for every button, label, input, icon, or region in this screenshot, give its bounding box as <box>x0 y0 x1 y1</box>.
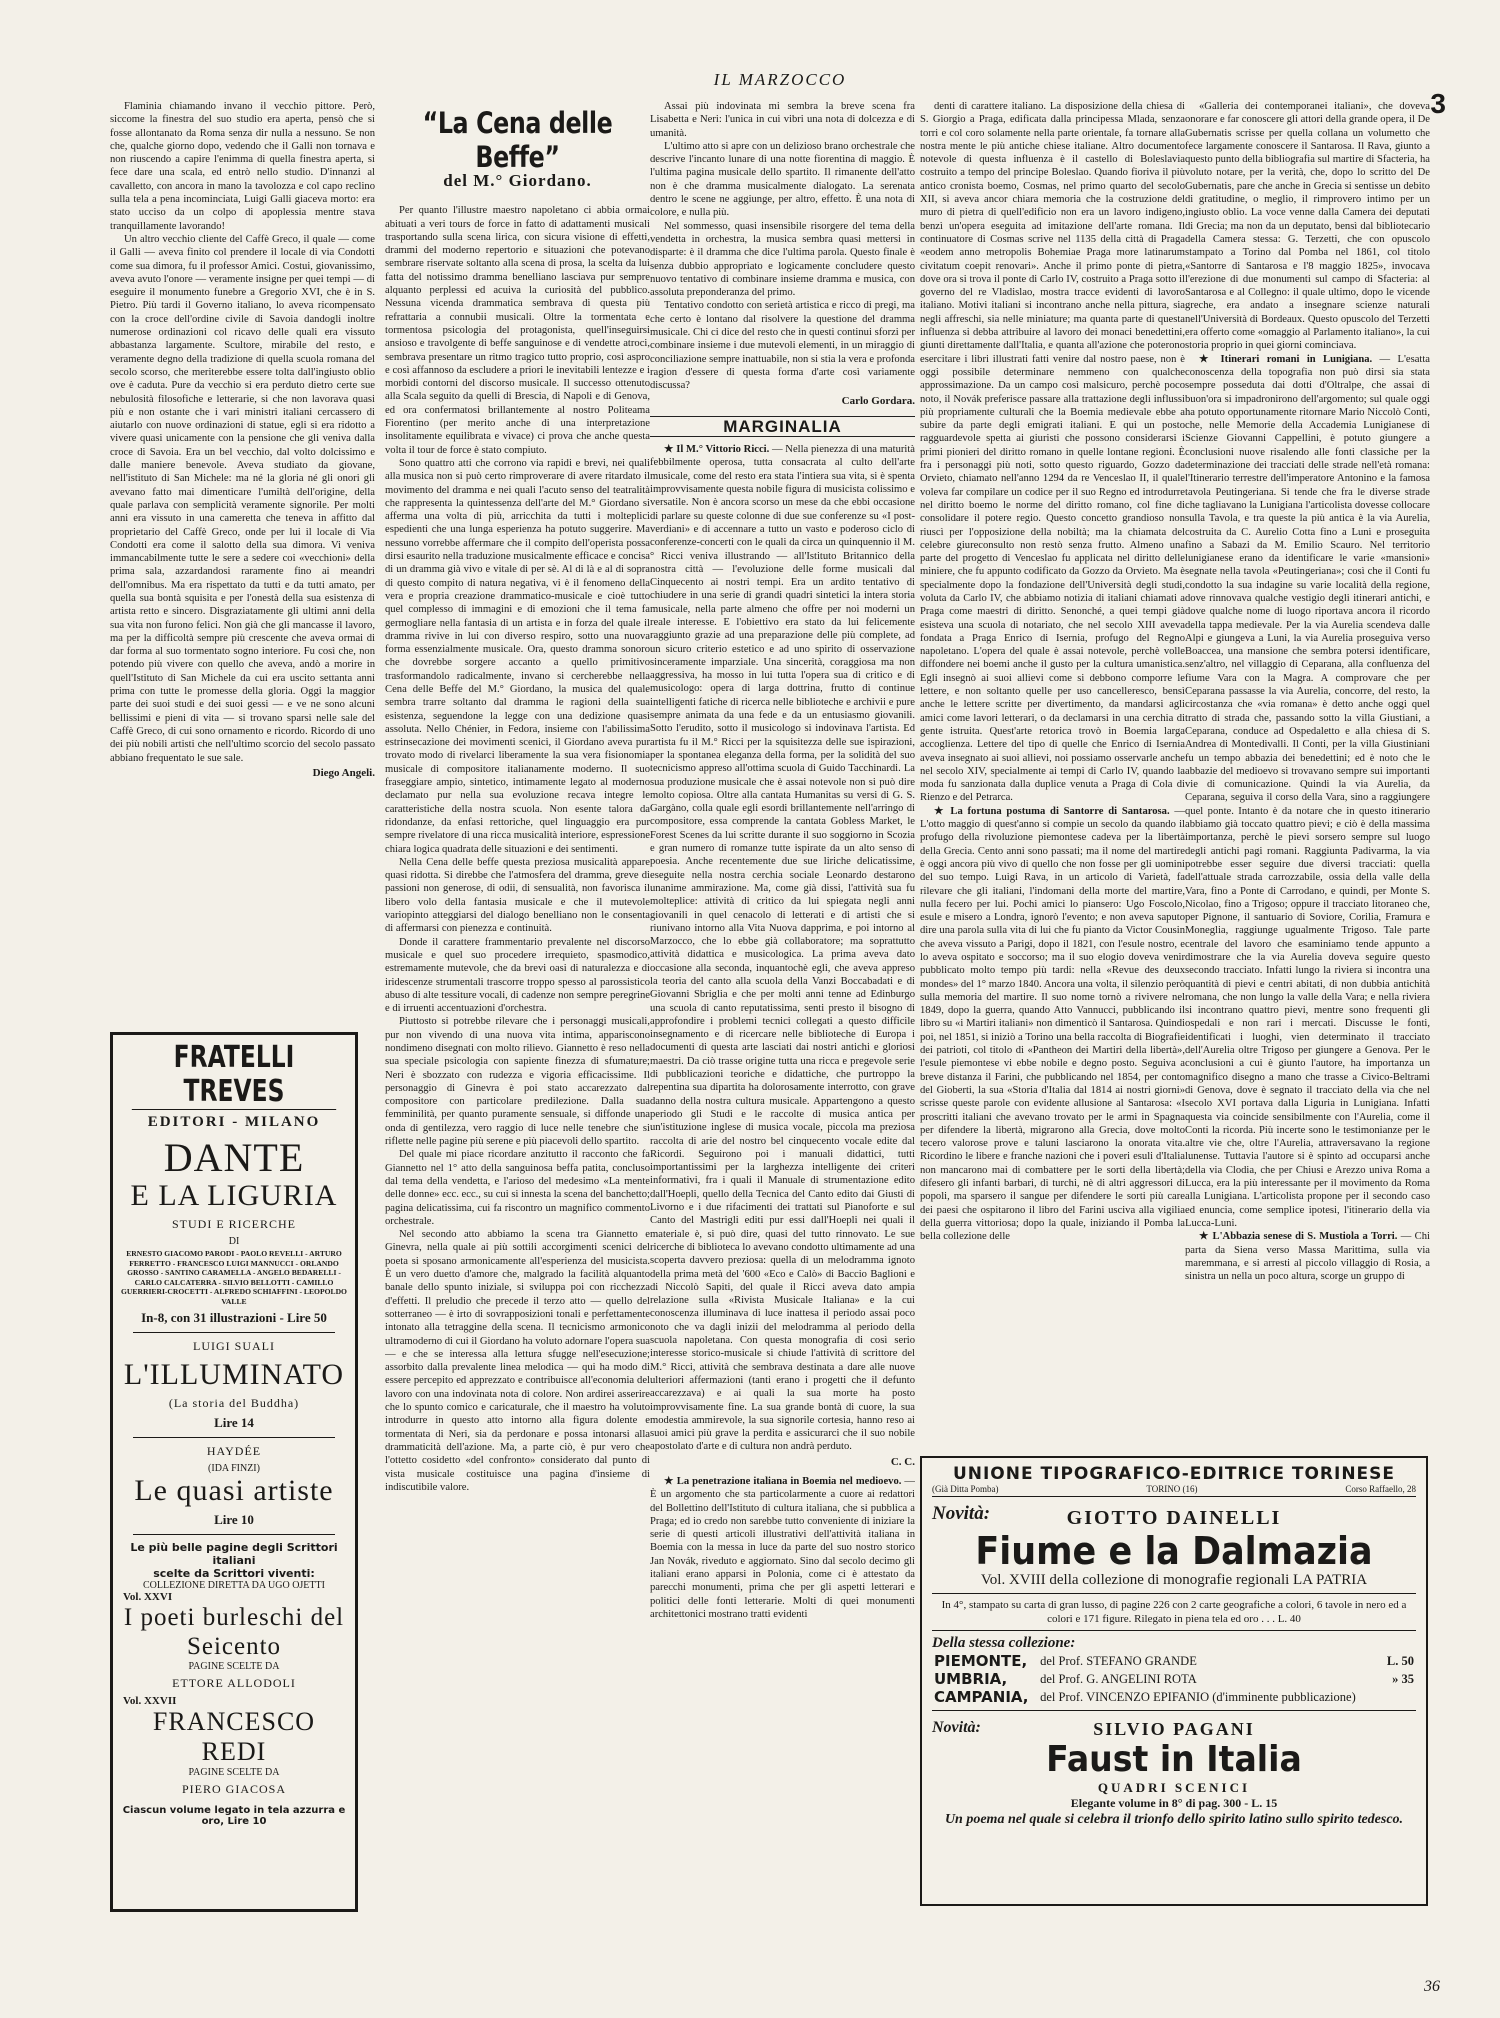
volume-editor: ETTORE ALLODOLI <box>172 1676 296 1690</box>
regions-table <box>932 1652 1416 1706</box>
publisher-street: Corso Raffaello, 28 <box>1345 1484 1416 1494</box>
page-footer-mark: 36 <box>1424 1978 1440 1995</box>
region-author: del Prof. G. ANGELINI ROTA <box>1040 1671 1197 1686</box>
column-1 <box>110 100 375 1018</box>
paragraph: Nella Cena delle beffe questa preziosa musicalità appare quasi ridotta. Si direbbe che l'atmosfera del dramma, greve di passioni non generose, di odii, di sensualità, non favorisca il libero volo della fantasia musicale e che il mutevole variopinto atteggiarsi del dialogo benelliano non le consenta di affermarsi con pienezza e continuità. <box>385 856 650 935</box>
column-3 <box>650 100 915 1960</box>
book-subtitle: QUADRI SCENICI <box>1097 1780 1251 1795</box>
book-price: In-8, con 31 illustrazioni - Lire 50 <box>141 1310 327 1325</box>
item-body: — Nella pienezza di una maturità febbilmente operosa, tutta consacrata al culto dell'arte musicale, come del resto era stata l'intiera sua vita, si è spenta improvvisamente questa nobile figura di musicista colissimo e versatile. Non è ancora scorso un mese da che ebbi occasione di parlare su queste colonne di due sue conferenze su «I post-verdiani» e di accennare a tutto un vasto e poderoso ciclo di conferenze-concerti con le quali da circa un quinquennio il M.° Ricci veniva illustrando — all'Istituto Britannico della nostra città — l'evoluzione delle forme musicali dal Cinquecento ai nostri tempi. Era un ardito tentativo di chiudere in una serie di grandi quadri sintetici la intera storia musicale, nella parte almeno che offre per noi moderni un reale interesse. E l'obiettivo era stato da lui felicemente raggiunto grazie ad una preparazione delle più complete, ad un sicuro criterio estetico e ad uno spirito di osservazione sinceramente imparziale. Una sincerità, coraggiosa ma non aggressiva, ha mosso in lui tutta l'opera sua di critico e di musicologo: opera di larga dottrina, frutto di continue intelligenti fatiche di ricerca nelle biblioteche e archivii e pure sempre animata da una fede e da un entusiasmo giovanili. Sotto l'erudito, sotto il musicologo si indovinava l'artista. Ed artista fu il M.° Ricci per la squisitezza delle sue ispirazioni, per la spontanea eleganza della forma, per la solidità del suo tecnicismo appreso all'ottima scuola di Guido Tacchinardi. La sua produzione musicale che è assai notevole non si può dire molto copiosa. Oltre alla cantata Humanitas su versi di G. S. Gargàno, colla quale egli esordi brillantemente nell'arringo di compositore, essa comprende la cantata Gobless Market, le Forest Scenes da lui scritte durante il suo soggiorno in Scozia e gran numero di romanze tutte ispirate da un alto senso di poesia. Anche recentemente due sue liriche delicatissime, eseguite nella nostra cerchia sociale Leonardo destarono unanime ammirazione. Ma, come già dissi, l'attività sua fu molteplice: attività di critico da lui spiegata negli anni giovanili in quel cenacolo di letterati e di artisti che si riunivano intorno alla Vita Nuova dapprima, e poi intorno al Marzocco, che lo ebbe già collaboratore; ma soprattutto attività didattica e musicologica. La prima aveva dato occasione alla seconda, inquantochè egli, che aveva appreso la teoria del canto alla scuola della Vanzi Boccabadati e di Giovanni Sbriglia e che per molti anni tenne ad Edinburgo una scuola di canto reputatissima, senti presto il bisogno di approfondire i problemi tecnici collegati a questo difficile insegnamento e di ricercare nelle biblioteche di Europa i documenti di questa arte lasciati dai nostri antichi e gloriosi maestri. Da ciò trasse origine tutta una ricca e pregevole serie di pubblicazioni teoriche e didattiche, che purtroppo la repentina sua dipartita ha dolorosamente interrotto, con grave danno della nostra cultura musicale. Appartengono a questo periodo gli Studi e le raccolte di musica antica per un'istituzione inglese di musica vocale, piccola ma preziosa raccolta di arie del nostro bel cinquecento vocale edite dal Ricordi. Seguirono poi i manuali didattici, tutti importantissimi per la larghezza intelligente dei criteri informativi, fra i quali il Manuale di strumentazione edito dall'Hoepli, quello della Tecnica del Canto edito dai Giusti di Livorno e i due rifacimenti dei trattati sul Pianoforte e sul Canto del Mastrigli editi pur essi dall'Hoepli nei quali il materiale è, si può dire, quasi del tutto rinnovato. Le sue ricerche di biblioteca lo avevano condotto ultimamente ad una scoperta davvero preziosa: quella di un melodramma ignoto della prima metà del '600 «Eco e Calò» di Baccio Baglioni e di Niccolò Sapiti, del quale il Ricci aveva dato ampia relazione sulla «Rivista Musicale Italiana» e la cui conoscenza illuminava di luce inattesa il periodo assai poco noto che va dagli inizii del melodramma al periodo della scuola napoletana. Con questa monografia di così serio interesse storico-musicale si chiude l'attività di scrittore del M.° Ricci, attività che sembrava destinata a dare alle nuove ulteriori affermazioni (tanti erano i progetti che il defunto accarezzava) e ai quali la sua morte ha posto improvvisamente fine. La sua grande bontà di cuore, la sua modestia ammirevole, la sua signorile cortesia, hanno reso ai suoi amici più grave la perdita e assicurarci che il suo nobile apostolato d'arte e di cultura non andrà perduto. <box>650 444 915 1453</box>
region-author: del Prof. STEFANO GRANDE <box>1040 1653 1197 1668</box>
table-row <box>932 1688 1416 1706</box>
book-author-alias: (IDA FINZI) <box>208 1463 260 1474</box>
paragraph: Un altro vecchio cliente del Caffè Greco, il quale — come il Galli — aveva finito col prendere il locale di via Condotti come sua dimora, fu il professor Amici. Costui, giovanissimo, aveva avuto l'onore — veramente insigne per quei tempi — di eseguire il monumento funebre a Gregorio XVI, che è in S. Pietro. Più tardi il Governo italiano, lo aveva ricompensato con la croce dell'ordine civile di Savoia dandogli inoltre numerose ordinazioni col ricavo delle quali era vissuto abbastanza largamente. Scultore, mirabile del resto, e veramente degno della tradizione di quella scuola romana del secolo scorso, che meriterebbe essere tolta dall'ingiusto oblio ove è caduta. Pure da vecchio si era perduto dietro certe sue nebulosità filosofiche e letterarie, si che non lavorava quasi più e non ostante che i vari ministri italiani cercassero di aiutarlo con nuove ordinazioni di statue, egli si era ridotto a vivere quasi unicamente con la pensione che gli veniva dalla croce di Savoia. Era un bel vecchio, dal volto dolcissimo e dalle maniere benevole. Aveva studiato da giovane, nell'istituto di San Michele: ma né la gloria né gli onori gli avevano fatto mai dimenticare l'umiltà dell'origine, della quale parlava con semplicità veramente signorile. Per molti anni era vissuto in una cameretta che teneva in affitto dal proprietario del Caffè Greco, onde per lui il locale di Via Condotti era come il salotto della sua dimora. Vi veniva immancabilmente tutte le sere a sedere coi «vecchioni» della prima sala, azzardandosi raramente fino ai meandri dell'omnibus. Ma era rispettato da tutti e da tutti amato, per quella sua bontà squisita e per l'onestà della sua esistenza di artista retto e sincero. Disgraziatamente gli ultimi anni della sua vita non furono felici. Non già che gli mancasse il lavoro, ma per la difficoltà sempre più crescente che aveva ormai di dar forma al suo tormentato sogno interiore. Fu così che, non potendo più vivere con quello che aveva, andò a morire in quell'Istituto di San Michele da cui era uscito settanta anni prima con tutte le promesse della gloria. Oggi la maggior parte dei suoi studi e dei suoi gessi — e ve ne sono alcuni bellissimi e pieni di vita — si trovano sparsi nelle sale del Caffè Greco, di cui sono ornamento e ricordo. Ricordo di uno dei più nobili artisti che nell'ultimo scorcio del secolo passato abbiano frequentato le sue sale. <box>110 233 375 764</box>
news-item <box>650 443 915 1454</box>
book-title: Faust in Italia <box>1046 1739 1302 1780</box>
novita-label: Novità: <box>932 1503 991 1524</box>
region-author: del Prof. VINCENZO EPIFANIO (d'imminente pubblicazione) <box>1040 1689 1356 1704</box>
item-head: ★ L'Abbazia senese di S. Mustiola a Torri. <box>1199 1231 1398 1243</box>
publisher-city: EDITORI - MILANO <box>147 1114 321 1130</box>
same-collection-label: Della stessa collezione: <box>932 1635 1076 1651</box>
series-director: COLLEZIONE DIRETTA DA UGO OJETTI <box>143 1580 325 1591</box>
article-title: “La Cena delle Beffe” <box>422 106 613 174</box>
publisher-name: UNIONE TIPOGRAFICO-EDITRICE TORINESE <box>952 1464 1396 1484</box>
item-head: ★ Itinerari romani in Lunigiana. <box>1199 353 1373 365</box>
book-subtitle: STUDI E RICERCHE <box>172 1217 296 1231</box>
publisher-address <box>932 1484 1416 1497</box>
book-series: Vol. XVIII della collezione di monografie regionali LA PATRIA <box>980 1572 1368 1588</box>
book-author: SILVIO PAGANI <box>1093 1719 1255 1739</box>
paragraph: Sono quattro atti che corrono via rapidi e brevi, nei quali alla musica non si può certo rimproverare di avere ritardato il movimento del dramma e nei quali l'acuto senso del teatralità che rappresenta la quintessenza dell'arte del M.° Giordano si afferma una volta di più, arricchita da tutti i molteplici espedienti che una lunga esperienza ha potuto suggerire. Ma nessuno vorrebbe affermare che il compito dell'operista possa dirsi esaurito nella traduzione musicalmente efficace e concisa di un dramma già vivo e vitale di per sè. Al di là e al di sopra di questo compito di natura negativa, vi è il fenomeno della vera e propria creazione drammatico-musicale e cioè tutto quel complesso di immagini e di emozioni che il tema fa germogliare nella fantasia di un artista e in forza del quale il dramma rivive in lui con diverso respiro, sotto una nuova forma essenzialmente musicale. Ora, questo dramma sonoro che dovrebbe sorgere accanto a quello primitivo trasformandolo radicalmente, invano si cercherebbe nella Cena delle Beffe del M.° Giordano, la musica del quale sembra trarre soltanto dal dramma le ragioni della sua esistenza, seguendone la legge con una dedizione quasi assoluta. Nello Chénier, in Fedora, insieme con l'abilissima estrinsecazione dei movimenti scenici, il Giordano aveva pur trovato modo di rivelarci liberamente la sua vera fisionomia musicale di compositore italianamente moderno. Il suo fraseggiare ampio, sintetico, intimamente legato al moderno declamato pur nella sua evoluzione recava integre le caratteristiche della nostra scuola. Non esente talora da ridondanze, da enfasi rettoriche, quel linguaggio era pur sempre rivelatore di una ricca musicalità interiore, espressione chiara logica quadrata delle situazioni e dei sentimenti. <box>385 457 650 855</box>
region-price <box>1382 1688 1416 1706</box>
region-name: CAMPANIA, <box>934 1688 1029 1706</box>
series-title: Le più belle pagine degli Scrittori italiani <box>130 1541 338 1567</box>
news-item <box>1185 1230 1430 1283</box>
volume-sub: PAGINE SCELTE DA <box>188 1767 280 1778</box>
item-body: — L'otto maggio di quest'anno si compie un secolo da quando il profugo della rivoluzione piemontese cadeva per la libertà della Grecia. Cento anni sono passati; ma il nome del martire è oggi ancora più vivo di quello che non fosse per gli uomini del suo tempo. Luigi Rava, in un articolo di Varietà, fa rilevare che gli italiani, l'indomani della morte del martire, nulla fecero per lui. Pochi amici lo piansero: Ugo Foscolo, esule e misero a Londra, ignorò l'evento; e non aveva saputo dire una parola sulla vita di lui che fu pianto da Victor Cousin che aveva vissuto a Parigi, dopo il 1821, con l'esule nostro, e lo aveva ospitato e soccorso; ma il suo elogio doveva venir pubblicato molto tempo più tardi: nella «Revue des deux mondes» del 1° marzo 1840. Ancora una volta, il silenzio però sulla memoria del martire. Il suo nome tornò a rivivere nel 1849, dopo la guerra, quando Atto Vannucci, pubblicando il libro su «i Martiri italiani» non dimenticò il Santarosa. Quindi poi, nel 1851, si iniziò a Torino una bella raccolta di Biografie dei patrioti, col titolo di «Pantheon dei Martiri della libertà», l'esule piemontese vi ebbe nobile e degno posto. Seguiva a breve distanza il Farini, che pubblicando nel 1854, per conto del Gioberti, la sua «Storia d'Italia dal 1814 ai nostri giorni» scrisse queste parole con evidente allusione al Santarosa: «I proscritti italiani che avevano trovato per le armi in Spagna per difendere la libertà, migrarono alla Grecia, dove molto tecero valorose prove e taluni lasciarono la onorata vita. Ricordino le libere e franche nazioni che i poveri esuli d'Italia non mancarono mai di combattere per le sorti della libertà; difesero gli infanti barbari, di turchi, nè di altri aggressori di popoli, ma sparsero il sangue per difendere le sorti più care dei paesi che ospitarono il libro del Farini usciva alla vigilia della guerra vittoriosa; dopo la quale, iniziando il Pomba la bella collezione delle <box>920 805 1185 1243</box>
item-head: ★ La fortuna postuma di Santorre di Santarosa. <box>934 805 1170 817</box>
item-head: ★ La penetrazione italiana in Boemia nel medioevo. <box>664 1475 902 1487</box>
volume-editor: PIERO GIACOSA <box>181 1782 286 1796</box>
paragraph: Tentativo condotto con serietà artistica e ricco di pregi, ma che certo è lontano dal risolvere la questione del dramma musicale. Chi ci dice del resto che in questi continui sforzi per combinare insieme i due mutevoli elementi, in un miraggio di conciliazione sempre inattuabile, non si stia la vera e profonda ragion d'essere di questa forma d'arte così variamente discussa? <box>650 300 915 392</box>
volume-number: Vol. XXVII <box>123 1695 177 1707</box>
book-title: E LA LIGURIA <box>130 1179 338 1212</box>
divider <box>932 1593 1416 1594</box>
table-row <box>932 1652 1416 1670</box>
paragraph: «Galleria dei contemporanei italiani», che doveva onorare e far conoscere gli attori della grande opera, il De Gubernatis scrisse per quella collana un volumetto che fece largamente conoscere il Santarosa. Il Rava, giunto a questo punto della bibliografia sul martire di Sfacteria, ha voluto notare, per la verità, che, dopo lo scritto del De Gubernatis, pare che anche in Grecia si sentisse un debito di gratitudine, o meglio, il rimprovero intimo per un ingiusto oblio. La voce venne dalla Camera dei deputati di Grecia; ma non da un deputato, bensì dal bibliotecario della Camera stessa: G. Terzetti, che con opuscolo stampato a Torino dal Pomba nel 1861, col titolo «Santorre di Santarosa e l'8 maggio 1825», invocava l'erezione di due monumenti sul campo di Sfacteria: al Santarosa e al Collegno: il quale ultimo, dopo le vicende greche, era andato a insegnare scienze naturali nell'Università di Bordeaux. Questo opuscolo del Terzetti era offerto come «omaggio al Parlamento italiano», la cui storia proprio in quei giorni cominciava. <box>1185 101 1430 352</box>
page-number: 3 <box>1430 88 1446 119</box>
section-title: MARGINALIA <box>650 416 915 437</box>
paragraph: Nel secondo atto abbiamo la scena tra Giannetto e Ginevra, nella quale ai più sottili accorgimenti scenici del poeta si sposano armonicamente all'esperienza del musicista. È un vero duetto d'amore che, malgrado la facilità alquanto banale dello spunto iniziale, si sviluppa poi con ricchezza d'effetti. Il preludio che precede il terzo atto — quello del sotterraneo — è irto di sovrapposizioni tonali e perfettamente intonato alla tetraggine della scena. Il tecnicismo armonico ultramoderno di cui il Giordano ha voluto adornare l'opera sua — e che se interessa alla lettura sfugge nell'esecuzione; assorbito dalla prevalente linea melodica — qui ha modo di essere percepito ed apprezzato e contribuisce all'economia del lavoro con una indovinata nota di colore. Non ardirei asserire che lo spunto comico e caricaturale, che il maestro ha voluto introdurre in questo atto intorno alla figura dolente e tormentata di Neri, sia da perdonare e possa intonarsi alla drammaticità dell'azione. Ma, a parte ciò, è pur vero che l'ottetto cosidetto «del confronto» considerato dal punto di vista musicale costituisce una pagina d'insieme di indiscutibile valore. <box>385 1229 650 1493</box>
volume-title: I poeti burleschi del Seicento <box>123 1604 345 1660</box>
signature: Diego Angeli. <box>312 766 375 779</box>
book-title: L'ILLUMINATO <box>123 1358 345 1391</box>
divider <box>133 1534 335 1535</box>
book-author: GIOTTO DAINELLI <box>1066 1507 1282 1529</box>
paragraph: Nel sommesso, quasi insensibile risorgere del tema della vendetta in orchestra, la musica sembra quasi mettersi in disparte: è il dramma che dice l'ultima parola. Questo finale è senza dubbio appropriato e logicamente concludere questo nuovo tentativo di combinare insieme dramma e musica, con assoluta preponderanza del primo. <box>650 220 915 299</box>
item-body: — È un argomento che sta particolarmente a cuore ai redattori del Bollettino dell'Istituto di cultura italiana, che si pubblica a Praga; ed io credo non sarebbe tutto conveniente di iniziare la serie di questi articoli illustrativi dell'attività italiana in Boemia con la messa in luce da parte del suo nostro storico Jan Novák, riveduto e aggiornato. Sino dal secolo decimo gli italiani erano apparsi in Polonia, come ci è attestato da parecchi monumenti, prima che per gli aspetti letterari e politici delle fonti letterarie. Molti di quei monumenti architettonici mostrano tratti evidenti <box>650 1475 915 1620</box>
divider <box>133 1332 335 1333</box>
book-edition: Elegante volume in 8° di pag. 300 - L. 15 <box>1070 1796 1278 1810</box>
volume-title: FRANCESCO REDI <box>152 1707 316 1766</box>
series-title: scelte da Scrittori viventi: <box>153 1567 315 1580</box>
signature: C. C. <box>890 1455 915 1468</box>
item-head: ★ Il M.° Vittorio Ricci. <box>664 444 770 456</box>
news-item <box>920 805 1185 1244</box>
utet-advertisement <box>920 1456 1428 1906</box>
item-body: — Chi parta da Siena verso Massa Marittima, sulla via maremmana, e si arresti al piccolo villaggio di Rosia, a sinistra un nella un poco altura, scorge un gruppo di <box>1185 1231 1430 1283</box>
treves-advertisement <box>110 1032 358 1912</box>
divider <box>133 1437 335 1438</box>
book-authors: ERNESTO GIACOMO PARODI - PAOLO REVELLI - ARTURO FERRETTO - FRANCESCO LUIGI MANNUCCI - ORLANDO GROSSO - SANTINO CARAMELLA - ANGELO BEDARELLI - CARLO CALCATERRA - SILVIO BELLOTTI - CAMILLO GUERRIERI-CROCETTI - ALFREDO SCHIAFFINI - LEOPOLDO VALLE <box>121 1249 347 1306</box>
paragraph: Per quanto l'illustre maestro napoletano ci abbia ormai abituati a veri tours de force in fatto di adattamenti musicali trasportando sulla scena lirica, con sicura visione di effetti, drammi del moderno repertorio e situazioni che potevano sembrare riservate soltanto alla scena di prosa, la scelta da lui fatta del notissimo dramma benelliano lasciava pur sempre alquanto perplessi ed acuiva la curiosità del pubblico. Nessuna vicenda drammatica sembrava di questa più refrattaria a connubii musicali. Oltre la tormentata e tormentosa psicologia del protagonista, quell'inseguirsi ansioso e travolgente di beffe sanguinose e di vendette atroci, sembrava presentare un ritmo tragico tutto proprio, così aspro e così affannoso da escludere a priori le inevitabili lentezze e i morbidi contorni del discorso musicale. Il successo ottenuto alla Scala seguito da quelli di Brescia, di Napoli e di Genova, ed ora confermatosi brillantemente al nostro Politeama Fiorentino (per merito anche di una interpretazione insolitamente equilibrata e vivace) ci prova che anche questa volta il tour de force è stato compiuto. <box>385 205 650 456</box>
publisher-city: TORINO (16) <box>1146 1484 1198 1494</box>
book-subtitle: (La storia del Buddha) <box>168 1396 300 1410</box>
column-4 <box>920 100 1185 1400</box>
book-description: In 4°, stampato su carta di gran lusso, di pagine 226 con 2 carte geografiche a colori, 6 tavole in nero ed a colori e 171 figure. Rilegato in piena tela ed oro . . . L. 40 <box>941 1599 1407 1625</box>
book-title: Le quasi artiste <box>134 1474 334 1507</box>
column-5 <box>1185 100 1430 1400</box>
region-price: » 35 <box>1392 1671 1414 1686</box>
divider <box>932 1710 1416 1711</box>
book-di: DI <box>228 1236 240 1247</box>
book-author: HAYDÉE <box>206 1444 262 1458</box>
volume-sub: PAGINE SCELTE DA <box>188 1661 280 1672</box>
book-title: DANTE <box>163 1135 305 1180</box>
article-subtitle: del M.° Giordano. <box>443 171 592 190</box>
publisher-formerly: (Già Ditta Pomba) <box>932 1484 999 1494</box>
paragraph: Del quale mi piace ricordare anzitutto il racconto che fa Giannetto nel 1° atto della sanguinosa beffa patita, concluso dal tema della vendetta, e l'arioso del medesimo «La mente delle donne» ecc. ecc., su cui si innesta la scena del banchetto; pagina delicatissima, cui fa riscontro un magnifico commento orchestrale. <box>385 1149 650 1227</box>
column-2 <box>385 100 650 1960</box>
region-name: PIEMONTE, <box>934 1652 1028 1670</box>
book-title: Fiume e la Dalmazia <box>975 1529 1373 1573</box>
item-body: — L'esatta conoscenza della topografia non può dirsi sia stata sempre posseduta dai dotti d'Oltralpe, che assai di buon'ora si impadronirono dell'argomento; sul quale oggi ha potuto opportunamente ritornare Mario Niccolò Conti, che, nelle Memorie della Accademia Lunigianese di Scienze Giovanni Cappellini, è potuto giungere a conclusioni nuove risalendo alle fonti classiche per la determinazione dei tracciati delle strade nell'età romana: l'Itinerario terrestre dell'imperatore Antonino e la famosa tavola Peutingeriana. Si tende che fra le diverse strade che tagliavano la Lunigiana l'articolista dovesse collocare sulla Tavola, e tra queste la più antica è la via Aurelia, costruita da C. Aurelio Cotta fino a Luni e proseguita fino a Sabazi da M. Emilio Scauro. Nel territorio lunigianese erano da identificare le varie «mansioni» segnate nella tavola «Peutingeriana»; così che il Conti fu condotto la sua indagine su varie località della regione, dove rinnovava qualche vestigio degli itinerari antichi, e dove qualche nome di luogo riportava ancora il ricordo della tappa medievale. Per la via Aurelia scendeva dalle Alpi e giungeva a Luni, la via Aurelia proseguiva verso Boaccea, una mansione che sembra potersi identificare, senz'altro, nel villaggio di Ceparana, alla confluenza del fiume Vara con la Magra. A comprovare che per Ceparana passasse la via Aurelia, concorre, del resto, la circostanza che «via romana» è detto anche oggi quel tratto di strada che, passando sotto la villa Giustiani, a Ceparana, conduce ad Ospedaletto e alla chiesa di S. Andrea di Montedivalli. Il Conti, per la villa Giustiniani fu un tempo abbazia dei benedettini; ed è noto che le abbazie del medioevo si trovavano sempre sui importanti vie di comunicazione. Quindi la via Aurelia, da Ceparana, seguiva il corso della Vara, sino a raggiungere quel ponte. Intanto è da notare che in questo itinerario abbiamo già toccato quattro pievi; e ciò è della massima importanza, perchè le pievi sorsero sempre sul luogo degli antichi pagi romani. Raggiunta Padivarma, la via potrebbe esser seguire due diversi tracciati: quella dell'attuale strada carrozzabile, ossia della valle della Vara, fino a Ponte di Carrodano, e quindi, per Monte S. Nicolao, fino a Trigoso; oppure il tracciato litoraneo che, per Pignone, il santuario di Soviore, Corilia, Framura e Moneglia, raggiunge ugualmente Trigoso. Tale parte centrale del lavoro che esaminiamo tende appunto a dimostrare che la via Aurelia doveva seguire questo secondo tracciato. Infatti lungo la riviera si incontra una quantità di pievi e centri abitati, di non dubbia antichità romana, che non lungo la valle della Vara; e nella riviera si incontrano quattro pievi, mentre sono frequenti gli ospedali e non rari i mercati. Discusse le fonti, identificati i luoghi, vien determinato il tracciato dell'Aurelia oltre Trigoso per giungere a Genova. Per le conclusioni a cui è giunto l'autore, ha importanza un magnifico disegno a mano che trasse a Civico-Beltrami di Genova, dove è segnato il tracciato della via che nel secolo XVI portava dalla Liguria in Lunigiana. Infatti questa via coincide sensibilmente con l'Aurelia, come il Conti la ricorda. Più incerte sono le testimonianze per le altre vie che, oltre l'Aurelia, attraversavano la regione lunense. Tuttavia l'autore si è spinto ad occuparsi anche della via Clodia, che per Chiusi e Arezzo univa Roma a Lucca, era la più interessante per il movimento da Roma alla Lunigiana. L'articolista propone per il secondo caso ed enuncia, come semplice ipotesi, l'itinerario della via Lucca-Luni. <box>1185 353 1430 1229</box>
signature: Carlo Gordara. <box>841 394 915 407</box>
book-tagline: Un poema nel quale si celebra il trionfo dello spirito latino sullo spirito tedesco. <box>944 1812 1404 1827</box>
book-price: Lire 10 <box>214 1512 254 1527</box>
region-name: UMBRIA, <box>934 1670 1008 1688</box>
book-price: Lire 14 <box>214 1415 254 1430</box>
article-header <box>385 106 650 190</box>
volume-number: Vol. XXVI <box>123 1591 173 1603</box>
paragraph: Donde il carattere frammentario prevalente nel discorso musicale e quel suo procedere irrequieto, spasmodico, estremamente mutevole, che da brevi oasi di naturalezza e di iridescenze strumentali trascorre troppo spesso al parossistico abuso di alte tessiture vocali, di cadenze non sempre peregrine e di irruenti accentuazioni d'orchestra. <box>385 936 650 1015</box>
paragraph: denti di carattere italiano. La disposizione della chiesa di S. Giorgio a Praga, edificata dalla principessa Mlada, senza torri e col coro solamente nella parte orientale, fa tornare alla nostra mente le più antiche chiese italiane. Altro documento notevole di questa influenza è il castello di Boleslavia costruito a tempo del principe Boleslao. Quando fioriva il più antico cronista boemo, Cosmas, nel primo quarto del secolo XII, si aveva ancor chiara memoria che la costruzione del muro di pietra di quell'edificio non era un lavoro indigeno, benzì un'opera eseguita ad imitazione dell'arte romana. Il continuatore di Cosmas scrive nel 1135 della città di Praga «eodem anno metropolis Bohemiae Praga more latinarum civitatum coepit renovari». Anche il primo ponte di pietra, dove ora si trova il ponte di Carlo IV, costruito a Praga sotto il governo del re Vladislao, mostra tracce evidenti di lavoro italiano. Motivi italiani si incontrano anche nella pittura, sia negli affreschi, sia nelle miniature; ma quanta parte di questa influenza si debba attribuire al lavoro dei monaci benedettini, giunti direttamente dall'Italia, e quanta all'azione che poterono esercitare i libri illustrati fatti venire dal nostro paese, non è oggi possibile determinare nemmeno con qualche approssimazione. Da un campo così malsicuro, perchè poco noto, il Novák preferisce passare alla trattazione degli influssi più propriamente culturali che la Boemia medievale ebbe a subire da parte degli emigrati italiani. E qui un posto ragguardevole spetta ai giuristi che possono considerarsi i primi pionieri del diritto romano in quelle lontane regioni. È fra i personaggi più noti, sotto questo riguardo, Gozzo da Orvieto, chiamato nell'anno 1294 da re Venceslao II, il quale voleva far compilare un codice per il suo Regno ed introdurre nel diritto boemo le norme del diritto romano, col fine di consolidare il potere regio. Questo concetto grandioso non riuscì per l'opposizione della nobiltà; ma la chiamata del celebre giureconsulto non restò senza frutto. Almeno una parte del progetto di Venceslao fu applicata nel diritto delle miniere, che fu appunto codificato da Gozzo da Orvieto. Ma è specialmente dopo la fondazione dell'Università degli studi, voluta da Carlo IV, che abbiamo notizia di italiani chiamati a Praga come maestri di diritto. Senonché, a quei tempi già esisteva una scuola di notariato, che nel secolo XIII aveva fondata a Praga Enrico di Isernia, profugo del Regno napoletano. L'opera del quale è assai notevole, perchè volle diffondere nei boemi anche il gusto per la cultura umanistica. Egli insegnò ai suoi allievi come si debbono comporre le lettere, e non soltanto quelle per uso cancelleresco, bensì anche le lettere scritte per divertimento, da mandarsi agli amici come lavori letterari, o da declamarsi in una cerchia di gente istruita. Quest'arte retorica trovò in Boemia larga accoglienza. Lettere del tipo di quelle che Enrico di Isernia aveva insegnato ai suoi allievi, noi possiamo osservarle anche nel secolo XIV, specialmente ai tempi di Carlo IV, quando la moda fu sanzionata dalla duplice venuta a Praga di Cola di Rienzo e del Petrarca. <box>920 101 1185 804</box>
news-item <box>1185 353 1430 1231</box>
region-price: L. 50 <box>1386 1653 1414 1668</box>
paragraph: Assai più indovinata mi sembra la breve scena fra Lisabetta e Neri: l'unica in cui vibri una nota di dolcezza e di umanità. <box>650 101 915 139</box>
table-row <box>932 1670 1416 1688</box>
news-item <box>650 1475 915 1621</box>
divider <box>932 1630 1416 1631</box>
book-author: LUIGI SUALI <box>193 1339 275 1353</box>
publisher-name: FRATELLI TREVES <box>132 1041 336 1110</box>
novita-label: Novità: <box>932 1719 981 1736</box>
paragraph: Piuttosto si potrebbe rilevare che i personaggi musicali, pur non vivendo di una nuova vita intima, appariscono nondimeno disegnati con molto rilievo. Giannetto è reso nella sua speciale psicologia con sapiente finezza di sfumature; Neri è sbozzato con rudezza e vigoria efficacissime. Il personaggio di Ginevra è poi stato accarezzato dal compositore con particolare predilezione. Dalla sua femminilità, per quanto puramente sensuale, si diffonde una onda di gentilezza, vero raggio di luce nelle tenebre che si riflette nelle pagine più serene e più piacevoli dello spartito. <box>385 1016 650 1148</box>
paragraph: Flaminia chiamando invano il vecchio pittore. Però, siccome la finestra del suo studio era aperta, pensò che si fosse allontanato da Roma senza dir nulla a nessuno. Se non che, qualche giorno dopo, vedendo che il Galli non tornava e non riuscendo a capire l'enimma di quella finestra aperta, si fece dare una scala, ed entrò nello studio. D'innanzi al cavalletto, con ancora in mano la tavolozza e col capo reclino sulla tela a pena incominciata, Luigi Galli giaceva morto: era stato ucciso da un colpo di apoplessia mentre stava tranquillamente lavorando! <box>110 101 375 232</box>
ad-footer: Ciascun volume legato in tela azzurra e oro, Lire 10 <box>122 1805 346 1827</box>
running-title: IL MARZOCCO <box>713 70 847 89</box>
paragraph: L'ultimo atto si apre con un delizioso brano orchestrale che descrive l'incanto lunare di una notte fiorentina di maggio. È l'ultima pagina musicale dello spartito. Il rimanente dell'atto non è che dramma musicalmente dialogato. La serenata dentro le scene ne aggiunge, per altro, effetto. È una nota di colore, e nulla più. <box>650 140 915 219</box>
